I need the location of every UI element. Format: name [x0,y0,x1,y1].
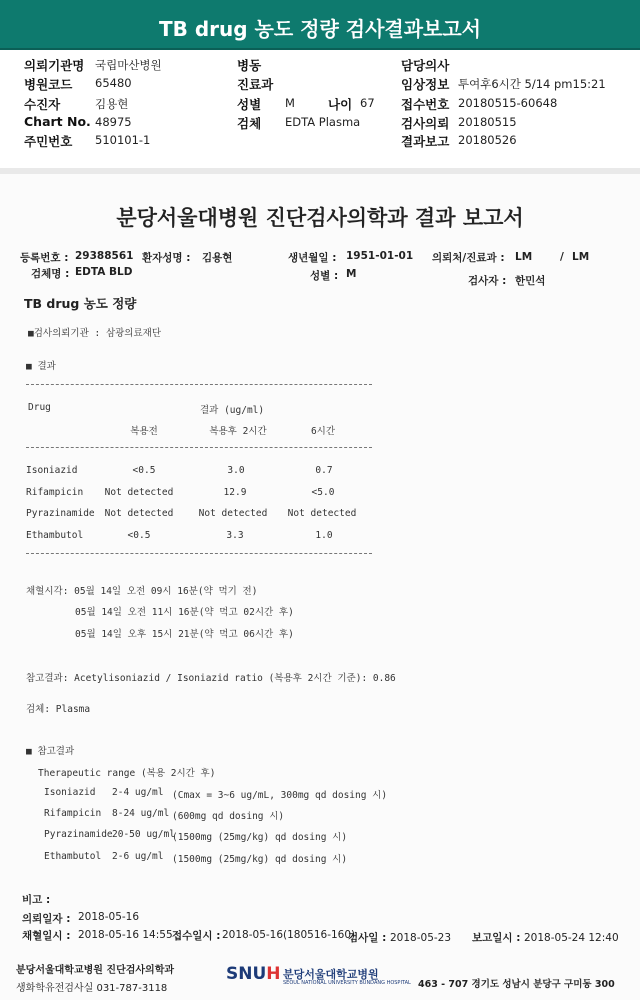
row-6h: Not detected [287,508,357,519]
logo-subtitle: SEOUL NATIONAL UNIVERSITY BUNDANG HOSPITAL [283,980,411,986]
row-drug: Isoniazid [26,465,78,476]
row-drug: Pyrazinamide [26,508,95,519]
dob-label: 생년월일 : [288,252,337,264]
reference-heading: ■ 참고결과 [26,746,75,757]
row-2h: 3.0 [227,465,245,476]
code-label: 병원코드 [24,77,73,92]
col-header-2h: 복용후 2시간 [209,426,267,437]
footer-department: 분당서울대학교병원 진단검사의학과 [16,965,175,976]
report-label: 결과보고 [401,134,450,149]
code-value: 65480 [95,76,132,90]
test-name: TB drug 농도 정량 [24,296,137,311]
chart-value: 48975 [95,115,132,129]
receipt-value: 20180515-60648 [458,96,558,110]
refer-label: 의뢰처/진료과 : [432,252,505,264]
specimen-label: 검체 [237,116,262,131]
row-pre: <0.5 [132,465,156,476]
tester-label: 검사자 : [468,275,507,287]
patient-info-panel [0,50,640,168]
specimen-value: EDTA Plasma [285,115,361,129]
paper-sex-label: 성별 : [310,270,339,282]
paper-sex-value: M [346,268,357,280]
test-date-value: 2018-05-23 [390,932,452,944]
logo-hospital-name: 분당서울대학교병원 [283,968,379,981]
refer-value-2: LM [572,251,590,263]
reg-value: 29388561 [75,250,134,262]
hospital-logo [226,964,281,984]
lab-report-document [0,174,640,1000]
lab-institution: ■검사의뢰기관 : 삼광의료재단 [28,328,162,339]
footer-phone: 생화학유전검사실 031-787-3118 [16,983,168,994]
sampling-time-3: 05월 14일 오후 15시 21분(약 먹고 06시간 후) [75,629,294,640]
document-title: 분당서울대병원 진단검사의학과 결과 보고서 [116,206,524,230]
result-header: 결과 (ug/ml) [200,405,265,416]
row-6h: 0.7 [315,465,333,476]
refer-value-1: LM [515,251,533,263]
spec-label: 검체명 : [31,268,70,280]
row-6h: <5.0 [311,487,335,498]
spec-value: EDTA BLD [75,266,133,278]
hospital-value: 국립마산병원 [95,58,162,72]
request-date-value: 2018-05-16 [78,911,140,923]
row-drug: Ethambutol [26,530,84,541]
report-title: TB drug 농도 정량 검사결과보고서 [159,17,481,41]
logo-mark: SNU [226,964,267,984]
table-rule-bottom [26,553,372,554]
rrn-label: 주민번호 [24,134,73,149]
row-pre: <0.5 [127,530,151,541]
sex-label: 성별 [237,97,262,112]
dept-label: 진료과 [237,77,274,92]
ward-label: 병동 [237,58,262,73]
patient-value: 김용현 [95,97,129,111]
receipt-date-label: 접수일시 : [172,930,221,942]
report-header [0,0,640,50]
refer-slash: / [560,251,564,263]
remark-label: 비고 : [22,894,51,906]
therapeutic-note: (1500mg (25mg/kg) qd dosing 시) [172,854,348,865]
table-rule-mid [26,447,372,448]
therapeutic-drug: Rifampicin [44,808,102,819]
sampling-time-1: 채혈시각: 05월 14일 오전 09시 16분(약 먹기 전) [26,586,258,597]
draw-value: 2018-05-16 14:55 [78,929,173,941]
chart-label: Chart No. [24,114,91,129]
reg-label: 등록번호 : [20,252,69,264]
reference-result: 참고결과: Acetylisoniazid / Isoniazid ratio (복용후 2시간 기준): 0.86 [26,673,396,684]
clinical-label: 임상정보 [401,77,450,92]
age-value: 67 [360,96,375,110]
row-2h: 3.3 [226,530,244,541]
therapeutic-drug: Isoniazid [44,787,96,798]
row-pre: Not detected [104,508,174,519]
therapeutic-title: Therapeutic range (복용 2시간 후) [38,768,216,779]
rrn-value: 510101-1 [95,133,151,147]
report-date-label: 보고일시 : [472,932,521,944]
request-label: 검사의뢰 [401,116,450,131]
footer-address: 463 - 707 경기도 성남시 분당구 구미동 300 [418,979,615,990]
table-rule-top [26,384,372,385]
drug-header: Drug [28,402,51,413]
sex-value: M [285,96,295,110]
name-label: 환자성명 : [142,252,191,264]
tester-value: 한민석 [515,275,546,287]
therapeutic-drug: Ethambutol [44,851,102,862]
doctor-label: 담당의사 [401,58,450,73]
age-label: 나이 [328,97,353,112]
receipt-date-value: 2018-05-16(180516-160) [222,929,356,941]
name-value: 김용현 [202,252,233,264]
dob-value: 1951-01-01 [346,250,414,262]
therapeutic-range: 8-24 ug/ml [112,808,170,819]
result-heading: ■ 결과 [26,361,56,372]
row-pre: Not detected [104,487,174,498]
report-date-value: 2018-05-24 12:40 [524,932,619,944]
clinical-value: 투여후6시간 5/14 pm15:21 [458,77,606,91]
therapeutic-range: 2-6 ug/ml [112,851,164,862]
hospital-label: 의뢰기관명 [24,58,85,73]
logo-mark-h: H [266,964,281,984]
therapeutic-range: 20-50 ug/ml [112,829,175,840]
therapeutic-range: 2-4 ug/ml [112,787,164,798]
row-drug: Rifampicin [26,487,84,498]
patient-label: 수진자 [24,97,61,112]
receipt-label: 접수번호 [401,97,450,112]
therapeutic-note: (Cmax = 3~6 ug/mL, 300mg qd dosing 시) [172,790,388,801]
therapeutic-drug: Pyrazinamide [44,829,113,840]
therapeutic-note: (1500mg (25mg/kg) qd dosing 시) [172,832,348,843]
col-header-6h: 6시간 [310,426,336,437]
col-header-pre: 복용전 [130,426,158,437]
row-6h: 1.0 [315,530,333,541]
request-date-label: 의뢰일자 : [22,913,71,925]
row-2h: Not detected [198,508,268,519]
specimen-line: 검체: Plasma [26,704,91,715]
row-2h: 12.9 [223,487,247,498]
test-date-label: 검사일 : [348,932,387,944]
sampling-time-2: 05월 14일 오전 11시 16분(약 먹고 02시간 후) [75,607,294,618]
therapeutic-note: (600mg qd dosing 시) [172,811,285,822]
report-value: 20180526 [458,133,517,147]
request-value: 20180515 [458,115,517,129]
draw-label: 채혈일시 : [22,930,71,942]
